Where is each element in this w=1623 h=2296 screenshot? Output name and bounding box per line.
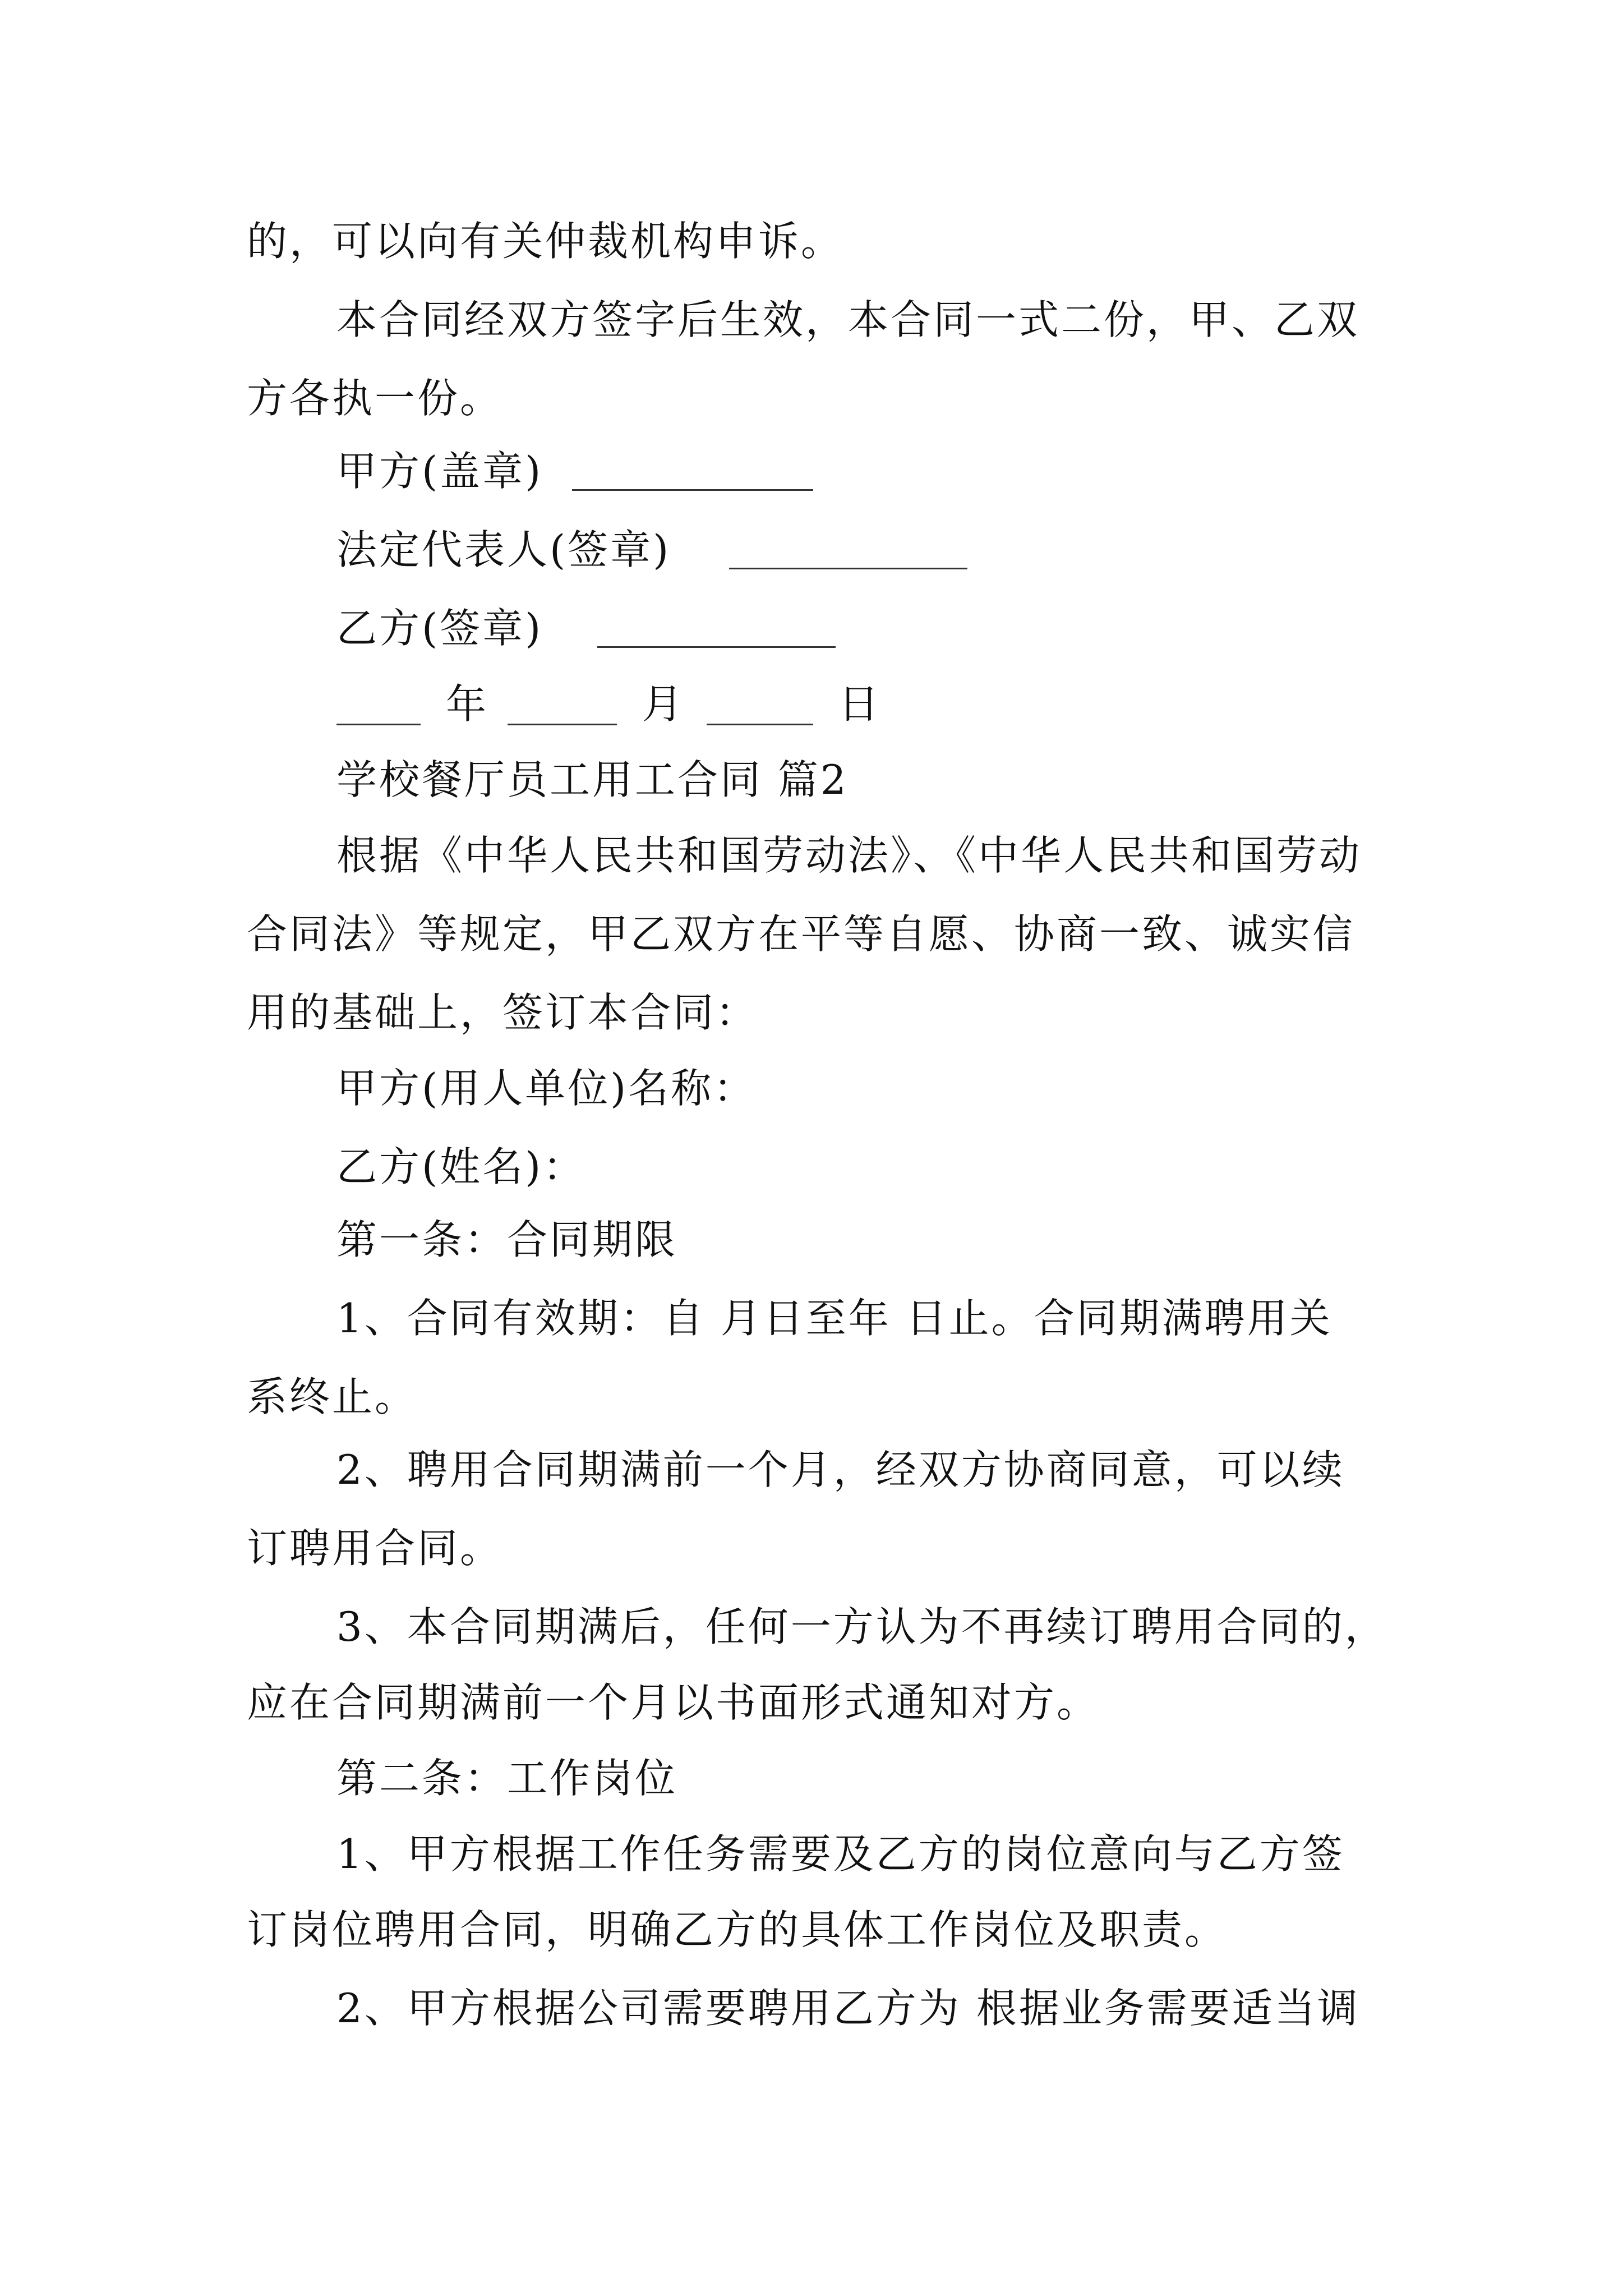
day-label: 日 [838, 680, 879, 728]
text-line: 方各执一份。 [247, 375, 503, 422]
text-line: 合同法》等规定，甲乙双方在平等自愿、协商一致、诚实信 [247, 910, 1355, 958]
text-line: 2、甲方根据公司需要聘用乙方为 根据业务需要适当调 [336, 1985, 1360, 2032]
text-line: 订岗位聘用合同，明确乙方的具体工作岗位及职责。 [247, 1906, 1228, 1953]
article-heading: 第二条：工作岗位 [336, 1755, 678, 1802]
legal-rep-label: 法定代表人(签章) [336, 526, 671, 573]
text-line: 甲方(用人单位)名称： [336, 1065, 757, 1112]
party-a-seal-label: 甲方(盖章) [336, 448, 543, 495]
year-blank [336, 724, 421, 725]
year-label: 年 [446, 680, 487, 728]
signature-blank [597, 646, 836, 648]
text-line: 根据《中华人民共和国劳动法》、《中华人民共和国劳动 [336, 832, 1362, 879]
text-line: 1、合同有效期：自 月日至年 日止。合同期满聘用关 [336, 1295, 1332, 1342]
text-line: 2、聘用合同期满前一个月，经双方协商同意，可以续 [336, 1446, 1345, 1493]
text-line: 3、本合同期满后，任何一方认为不再续订聘用合同的， [336, 1603, 1387, 1650]
signature-blank [729, 568, 967, 569]
month-blank [508, 724, 617, 725]
party-b-sign-label: 乙方(签章) [336, 605, 543, 652]
text-line: 乙方(姓名)： [336, 1143, 586, 1190]
signature-blank [572, 489, 813, 491]
text-line: 系终止。 [247, 1373, 418, 1420]
month-label: 月 [642, 680, 683, 728]
text-line: 订聘用合同。 [247, 1525, 503, 1572]
section-title: 学校餐厅员工用工合同 篇2 [336, 756, 849, 803]
text-line: 1、甲方根据工作任务需要及乙方的岗位意向与乙方签 [336, 1830, 1345, 1878]
day-blank [707, 724, 813, 725]
text-line: 本合同经双方签字后生效，本合同一式二份，甲、乙双 [336, 296, 1360, 343]
text-line: 的，可以向有关仲裁机构申诉。 [247, 218, 844, 265]
text-line: 用的基础上，签订本合同： [247, 989, 759, 1036]
text-line: 应在合同期满前一个月以书面形式通知对方。 [247, 1679, 1100, 1726]
article-heading: 第一条：合同期限 [336, 1216, 678, 1263]
